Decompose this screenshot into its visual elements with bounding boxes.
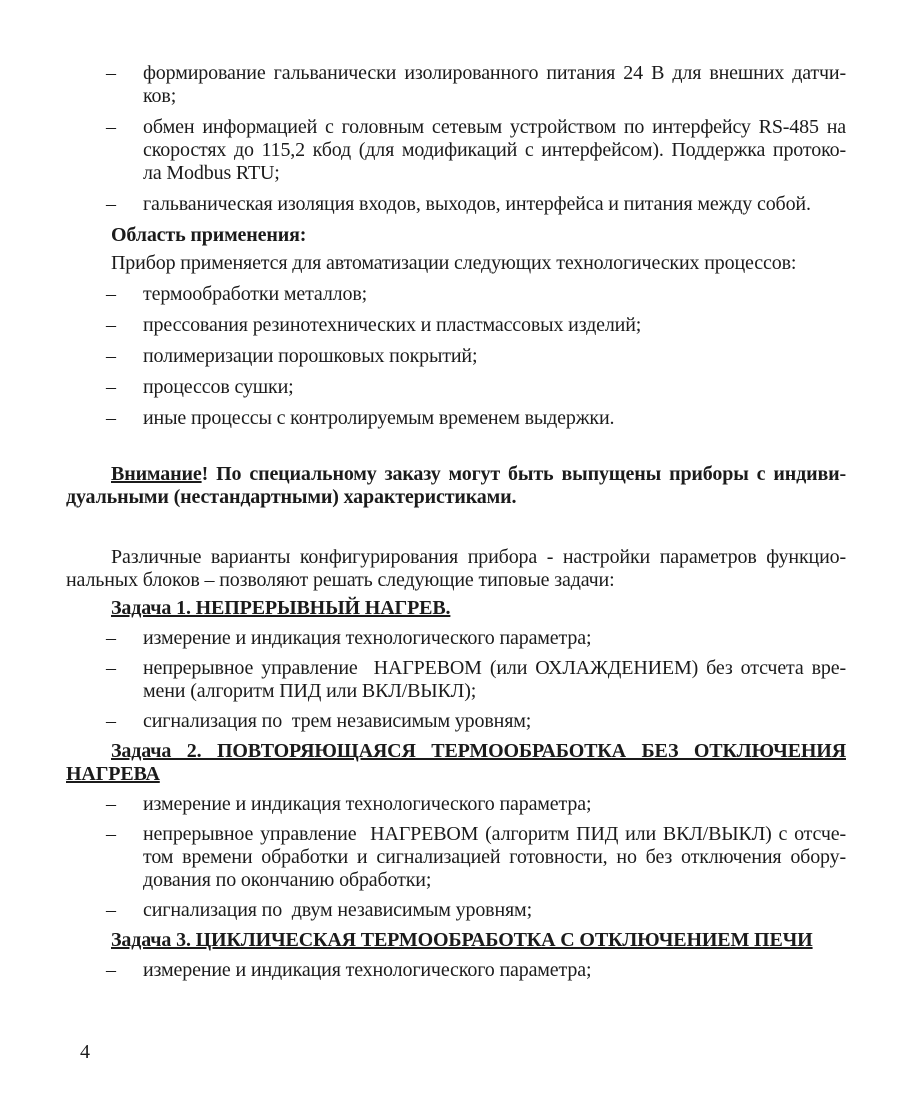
list-item xyxy=(66,627,846,650)
task3-heading: Задача 3. ЦИКЛИЧЕСКАЯ ТЕРМООБРАБОТКА С ОТКЛЮЧЕНИЕМ ПЕЧИ xyxy=(111,929,813,951)
text-line: мени (алгоритм ПИД или ВКЛ/ВЫКЛ); xyxy=(143,680,477,702)
task2-list xyxy=(66,793,846,922)
text-line: формирование гальванически изолированного питания 24 В для внешних датчи- xyxy=(143,62,846,84)
list-item xyxy=(66,376,846,399)
text-line: обмен информацией с головным сетевым устройством по интерфейсу RS-485 на xyxy=(143,116,846,138)
list-item xyxy=(66,62,846,108)
dash-bullet-marker: – xyxy=(106,899,116,921)
task2-heading xyxy=(66,740,846,786)
dash-bullet-marker: – xyxy=(106,62,116,84)
list-item xyxy=(66,314,846,337)
text-line: Задача 2. ПОВТОРЯЮЩАЯСЯ ТЕРМООБРАБОТКА БЕЗ ОТКЛЮЧЕНИЯ xyxy=(111,740,846,762)
dash-bullet-marker: – xyxy=(106,823,116,845)
attention-rest: ! По специальному заказу могут быть выпущены приборы с индиви- xyxy=(201,463,846,485)
attention-note xyxy=(66,463,846,509)
list-item xyxy=(66,283,846,306)
list-item xyxy=(66,959,846,982)
text-line: прессования резинотехнических и пластмассовых изделий; xyxy=(143,314,642,336)
dash-bullet-marker: – xyxy=(106,407,116,429)
dash-bullet-marker: – xyxy=(106,793,116,815)
attention-word: Внимание xyxy=(111,463,202,485)
dash-bullet-marker: – xyxy=(106,314,116,336)
text-line: Различные варианты конфигурирования прибора - настройки параметров функцио- xyxy=(111,546,846,568)
dash-bullet-marker: – xyxy=(106,627,116,649)
text-line: измерение и индикация технологического параметра; xyxy=(143,793,592,815)
dash-bullet-marker: – xyxy=(106,710,116,732)
text-line: непрерывное управление НАГРЕВОМ (алгоритм ПИД или ВКЛ/ВЫКЛ) с отсче- xyxy=(143,823,846,845)
text-line: ла Modbus RTU; xyxy=(143,162,280,184)
list-item xyxy=(66,899,846,922)
variants-paragraph xyxy=(66,546,846,592)
text-line: сигнализация по трем независимым уровням; xyxy=(143,710,532,732)
application-heading: Область применения: xyxy=(111,224,307,246)
list-item xyxy=(66,710,846,733)
task3-list xyxy=(66,959,846,982)
text-line: непрерывное управление НАГРЕВОМ (или ОХЛАЖДЕНИЕМ) без отсчета вре- xyxy=(143,657,846,679)
text-line: НАГРЕВА xyxy=(66,763,160,785)
dash-bullet-marker: – xyxy=(106,959,116,981)
text-line: полимеризации порошковых покрытий; xyxy=(143,345,478,367)
list-item xyxy=(66,657,846,703)
list-item xyxy=(66,193,846,216)
text-line xyxy=(66,463,846,486)
list-item xyxy=(66,116,846,185)
application-intro: Прибор применяется для автоматизации следующих технологических процессов: xyxy=(111,252,797,274)
text-line: нальных блоков – позволяют решать следующие типовые задачи: xyxy=(66,569,615,591)
page-content xyxy=(66,62,846,989)
text-line: измерение и индикация технологического параметра; xyxy=(143,959,592,981)
text-line: термообработки металлов; xyxy=(143,283,368,305)
page-number: 4 xyxy=(80,1041,90,1063)
text-line: гальваническая изоляция входов, выходов, интерфейса и питания между собой. xyxy=(143,193,811,215)
text-line: ков; xyxy=(143,85,177,107)
features-list xyxy=(66,62,846,216)
application-list xyxy=(66,283,846,430)
list-item xyxy=(66,345,846,368)
text-line: процессов сушки; xyxy=(143,376,294,398)
dash-bullet-marker: – xyxy=(106,376,116,398)
dash-bullet-marker: – xyxy=(106,283,116,305)
dash-bullet-marker: – xyxy=(106,116,116,138)
text-line: дуальными (нестандартными) характеристиками. xyxy=(66,486,517,508)
dash-bullet-marker: – xyxy=(106,193,116,215)
text-line: сигнализация по двум независимым уровням; xyxy=(143,899,532,921)
list-item xyxy=(66,407,846,430)
list-item xyxy=(66,823,846,892)
text-line: измерение и индикация технологического параметра; xyxy=(143,627,592,649)
text-line: том времени обработки и сигнализацией готовности, но без отключения обору- xyxy=(143,846,846,868)
text-line: скоростях до 115,2 кбод (для модификаций с интерфейсом). Поддержка протоко- xyxy=(143,139,846,161)
task1-list xyxy=(66,627,846,733)
dash-bullet-marker: – xyxy=(106,657,116,679)
dash-bullet-marker: – xyxy=(106,345,116,367)
text-line: дования по окончанию обработки; xyxy=(143,869,432,891)
text-line: иные процессы с контролируемым временем выдержки. xyxy=(143,407,615,429)
list-item xyxy=(66,793,846,816)
task1-heading: Задача 1. НЕПРЕРЫВНЫЙ НАГРЕВ. xyxy=(111,597,451,619)
